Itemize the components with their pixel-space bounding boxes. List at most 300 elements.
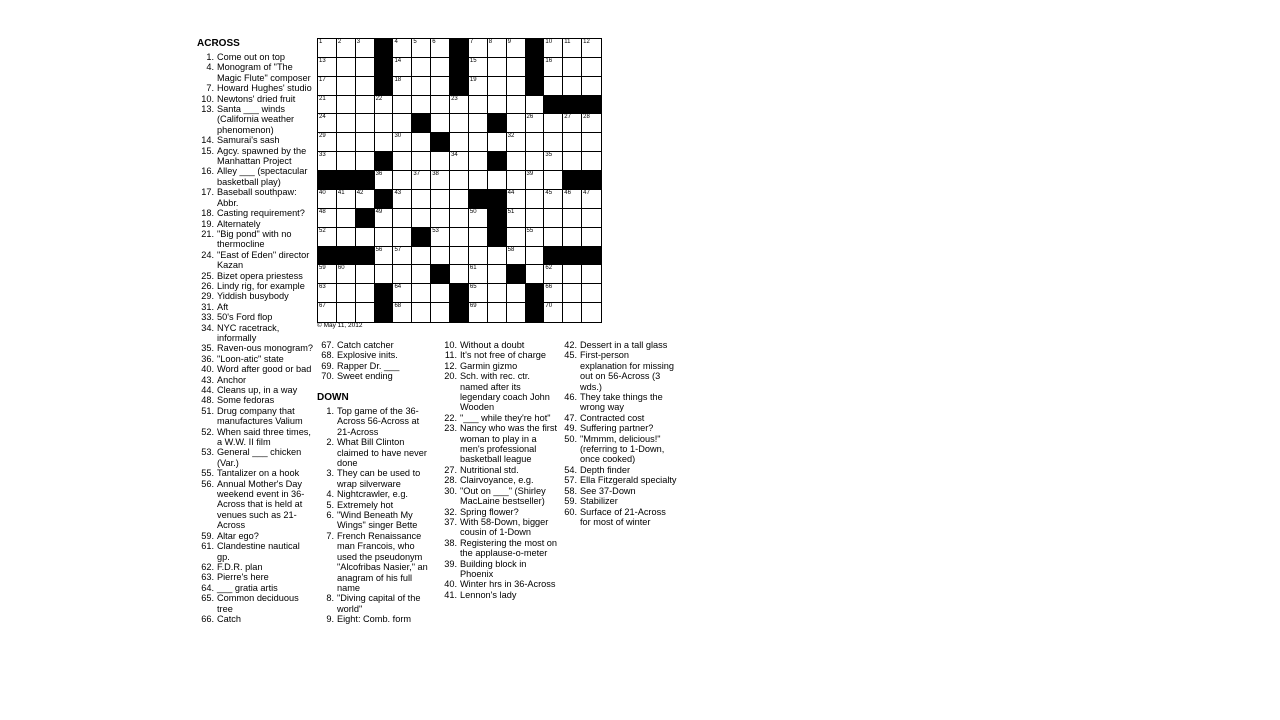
grid-cell[interactable] xyxy=(450,133,469,152)
grid-cell[interactable] xyxy=(488,77,507,96)
grid-cell[interactable] xyxy=(393,77,412,96)
clue-number: 52. xyxy=(201,426,214,437)
grid-cell[interactable] xyxy=(450,209,469,228)
cell-number: 11 xyxy=(564,39,571,45)
cell-number: 50 xyxy=(469,208,477,215)
clue-text: "Big pond" with no thermocline xyxy=(217,228,292,250)
grid-cell[interactable] xyxy=(563,303,582,322)
grid-cell[interactable] xyxy=(450,171,469,190)
clue-number: 59. xyxy=(201,530,214,541)
grid-cell[interactable] xyxy=(318,190,337,209)
grid-cell[interactable] xyxy=(356,77,375,96)
grid-cell[interactable] xyxy=(393,228,412,247)
cell-number: 59 xyxy=(319,265,326,272)
clue-text: "Mmmm, delicious!" (referring to 1-Down, once cooked) xyxy=(580,433,665,465)
clue-item xyxy=(560,496,678,506)
clue-text: Samurai's sash xyxy=(217,135,280,146)
grid-cell[interactable] xyxy=(412,190,431,209)
grid-cell[interactable] xyxy=(393,152,412,171)
grid-cell[interactable] xyxy=(375,114,394,133)
clue-number: 40. xyxy=(444,579,457,590)
grid-cell[interactable] xyxy=(375,265,394,284)
grid-cell[interactable] xyxy=(393,171,412,190)
clue-number: 57. xyxy=(564,475,577,486)
cell-number: 58 xyxy=(507,246,515,253)
grid-cell[interactable] xyxy=(393,209,412,228)
clue-text: Top game of the 36-Across 56-Across at 21-Across xyxy=(337,406,420,437)
clue-text: When said three times, a W.W. II film xyxy=(217,426,311,448)
grid-cell[interactable] xyxy=(431,190,450,209)
clue-number: 11. xyxy=(444,350,457,361)
grid-cell[interactable] xyxy=(488,247,507,266)
cell-number: 70 xyxy=(545,303,553,310)
clue-number: 63. xyxy=(201,572,214,583)
grid-cell[interactable] xyxy=(488,284,507,303)
grid-cell[interactable] xyxy=(507,133,526,152)
grid-cell[interactable] xyxy=(582,58,601,77)
grid-cell[interactable] xyxy=(318,152,337,171)
grid-cell[interactable] xyxy=(488,58,507,77)
clue-number: 43. xyxy=(201,374,214,385)
cell-number: 37 xyxy=(413,171,421,178)
grid-block xyxy=(450,303,469,322)
grid-cell[interactable] xyxy=(450,247,469,266)
grid-block xyxy=(544,96,563,115)
clue-item xyxy=(560,486,678,496)
grid-cell[interactable] xyxy=(488,265,507,284)
grid-cell[interactable] xyxy=(582,284,601,303)
grid-cell[interactable] xyxy=(526,190,545,209)
grid-cell[interactable] xyxy=(544,284,563,303)
grid-block xyxy=(431,133,450,152)
cell-number: 6 xyxy=(432,39,436,45)
grid-cell[interactable] xyxy=(469,228,488,247)
grid-cell[interactable] xyxy=(412,265,431,284)
grid-cell[interactable] xyxy=(393,133,412,152)
clue-item xyxy=(197,541,315,562)
clue-number: 62. xyxy=(201,561,214,572)
grid-cell[interactable] xyxy=(526,96,545,115)
cell-number: 10 xyxy=(545,39,553,45)
grid-block xyxy=(450,58,469,77)
clue-number: 21. xyxy=(201,228,214,239)
grid-cell[interactable] xyxy=(318,39,337,58)
grid-cell[interactable] xyxy=(582,228,601,247)
grid-cell[interactable] xyxy=(450,190,469,209)
grid-cell[interactable] xyxy=(582,190,601,209)
clue-number: 51. xyxy=(201,405,214,416)
grid-cell[interactable] xyxy=(450,114,469,133)
clue-text: Santa ___ winds (California weather phenomenon) xyxy=(217,104,295,135)
grid-cell[interactable] xyxy=(544,152,563,171)
cell-number: 22 xyxy=(375,95,383,102)
cell-number: 35 xyxy=(545,152,553,159)
grid-cell[interactable] xyxy=(544,190,563,209)
grid-cell[interactable] xyxy=(318,209,337,228)
grid-block xyxy=(337,247,356,266)
grid-cell[interactable] xyxy=(337,39,356,58)
clue-item xyxy=(197,323,315,344)
grid-cell[interactable] xyxy=(318,58,337,77)
grid-cell[interactable] xyxy=(582,303,601,322)
grid-cell[interactable] xyxy=(356,39,375,58)
grid-cell[interactable] xyxy=(431,77,450,96)
grid-cell[interactable] xyxy=(337,303,356,322)
grid-block xyxy=(318,171,337,190)
clue-item xyxy=(197,395,315,405)
grid-cell[interactable] xyxy=(469,247,488,266)
grid-cell[interactable] xyxy=(526,152,545,171)
clue-number: 69. xyxy=(321,360,334,371)
clue-number: 70. xyxy=(321,371,334,382)
grid-block xyxy=(488,190,507,209)
grid-cell[interactable] xyxy=(431,171,450,190)
grid-cell[interactable] xyxy=(412,284,431,303)
clue-text: It's not free of charge xyxy=(460,350,547,361)
cell-number: 63 xyxy=(319,284,326,291)
grid-cell[interactable] xyxy=(356,133,375,152)
clue-item xyxy=(317,510,435,531)
grid-cell[interactable] xyxy=(431,152,450,171)
clue-item xyxy=(317,437,435,468)
grid-cell[interactable] xyxy=(337,190,356,209)
grid-cell[interactable] xyxy=(431,96,450,115)
cell-number: 16 xyxy=(545,57,553,64)
grid-cell[interactable] xyxy=(544,114,563,133)
clue-item xyxy=(197,583,315,593)
grid-cell[interactable] xyxy=(563,77,582,96)
grid-cell[interactable] xyxy=(563,39,582,58)
grid-cell[interactable] xyxy=(431,284,450,303)
clue-item xyxy=(317,500,435,510)
grid-cell[interactable] xyxy=(450,152,469,171)
grid-cell[interactable] xyxy=(563,152,582,171)
clue-number: 47. xyxy=(564,412,577,423)
clue-text: "East of Eden" director Kazan xyxy=(217,249,310,271)
grid-block xyxy=(469,190,488,209)
clue-number: 38. xyxy=(444,537,457,548)
grid-cell[interactable] xyxy=(356,96,375,115)
grid-cell[interactable] xyxy=(375,171,394,190)
grid-cell[interactable] xyxy=(507,228,526,247)
grid-cell[interactable] xyxy=(356,228,375,247)
clue-text: French Renaissance man Francois, who used the pseudonym "Alcofribas Nasier," an anagram of his full name xyxy=(337,530,428,593)
clue-text: Yiddish busybody xyxy=(217,291,289,302)
grid-cell[interactable] xyxy=(563,284,582,303)
cell-number: 56 xyxy=(375,246,383,253)
grid-cell[interactable] xyxy=(318,77,337,96)
clue-text: Some fedoras xyxy=(217,395,275,406)
grid-cell[interactable] xyxy=(544,171,563,190)
grid-cell[interactable] xyxy=(356,190,375,209)
grid-cell[interactable] xyxy=(393,247,412,266)
grid-cell[interactable] xyxy=(563,190,582,209)
grid-cell[interactable] xyxy=(318,133,337,152)
grid-cell[interactable] xyxy=(582,265,601,284)
grid-cell[interactable] xyxy=(469,209,488,228)
grid-cell[interactable] xyxy=(563,209,582,228)
clue-text: "Out on ___" (Shirley MacLaine bestseller) xyxy=(460,485,546,507)
grid-cell[interactable] xyxy=(469,114,488,133)
grid-cell[interactable] xyxy=(526,171,545,190)
grid-cell[interactable] xyxy=(318,114,337,133)
clue-number: 40. xyxy=(201,364,214,375)
grid-cell[interactable] xyxy=(393,39,412,58)
grid-cell[interactable] xyxy=(488,171,507,190)
grid-cell[interactable] xyxy=(337,265,356,284)
grid-block xyxy=(431,265,450,284)
grid-cell[interactable] xyxy=(582,77,601,96)
copyright-date: © May 11, 2012 xyxy=(317,322,363,329)
grid-cell[interactable] xyxy=(412,77,431,96)
grid-cell[interactable] xyxy=(337,228,356,247)
grid-cell[interactable] xyxy=(469,39,488,58)
grid-cell[interactable] xyxy=(431,114,450,133)
grid-cell[interactable] xyxy=(582,39,601,58)
grid-cell[interactable] xyxy=(526,228,545,247)
grid-cell[interactable] xyxy=(488,133,507,152)
grid-cell[interactable] xyxy=(393,58,412,77)
clue-number: 55. xyxy=(201,468,214,479)
grid-cell[interactable] xyxy=(582,133,601,152)
grid-block xyxy=(582,96,601,115)
cell-number: 34 xyxy=(451,152,458,159)
grid-cell[interactable] xyxy=(488,96,507,115)
grid-cell[interactable] xyxy=(469,284,488,303)
grid-cell[interactable] xyxy=(356,152,375,171)
grid-cell[interactable] xyxy=(431,247,450,266)
grid-cell[interactable] xyxy=(412,133,431,152)
grid-cell[interactable] xyxy=(337,114,356,133)
clue-text: General ___ chicken (Var.) xyxy=(217,447,302,468)
cell-number: 2 xyxy=(337,39,342,45)
grid-cell[interactable] xyxy=(544,77,563,96)
grid-cell[interactable] xyxy=(412,96,431,115)
clue-text: Lindy rig, for example xyxy=(217,280,305,291)
clue-text: Clairvoyance, e.g. xyxy=(460,475,534,486)
grid-block xyxy=(507,265,526,284)
grid-cell[interactable] xyxy=(337,284,356,303)
clue-number: 56. xyxy=(201,478,214,489)
grid-cell[interactable] xyxy=(375,247,394,266)
grid-cell[interactable] xyxy=(563,58,582,77)
grid-cell[interactable] xyxy=(318,303,337,322)
grid-cell[interactable] xyxy=(507,114,526,133)
grid-cell[interactable] xyxy=(450,96,469,115)
grid-cell[interactable] xyxy=(375,96,394,115)
grid-cell[interactable] xyxy=(582,114,601,133)
clue-item xyxy=(197,208,315,218)
grid-cell[interactable] xyxy=(431,209,450,228)
grid-block xyxy=(544,247,563,266)
down-clues-column-3 xyxy=(560,340,678,527)
grid-cell[interactable] xyxy=(488,39,507,58)
clue-number: 23. xyxy=(444,423,457,434)
grid-cell[interactable] xyxy=(393,96,412,115)
cell-number: 5 xyxy=(413,39,417,45)
grid-cell[interactable] xyxy=(412,209,431,228)
grid-cell[interactable] xyxy=(318,265,337,284)
grid-cell[interactable] xyxy=(356,265,375,284)
clue-number: 64. xyxy=(201,582,214,593)
grid-cell[interactable] xyxy=(431,228,450,247)
clue-text: Anchor xyxy=(217,374,247,385)
grid-cell[interactable] xyxy=(563,114,582,133)
grid-cell[interactable] xyxy=(526,247,545,266)
grid-cell[interactable] xyxy=(450,265,469,284)
grid-cell[interactable] xyxy=(337,152,356,171)
grid-cell[interactable] xyxy=(544,133,563,152)
clue-number: 4. xyxy=(206,62,214,73)
grid-cell[interactable] xyxy=(393,265,412,284)
grid-cell[interactable] xyxy=(469,265,488,284)
cell-number: 30 xyxy=(394,133,402,140)
grid-block xyxy=(375,58,394,77)
grid-cell[interactable] xyxy=(318,96,337,115)
grid-block xyxy=(526,77,545,96)
grid-cell[interactable] xyxy=(563,228,582,247)
cell-number: 55 xyxy=(526,227,534,234)
grid-block xyxy=(488,209,507,228)
clue-number: 41. xyxy=(444,589,457,600)
grid-cell[interactable] xyxy=(469,171,488,190)
grid-cell[interactable] xyxy=(356,284,375,303)
cell-number: 39 xyxy=(526,171,534,178)
grid-cell[interactable] xyxy=(582,152,601,171)
clue-item xyxy=(560,507,678,528)
grid-cell[interactable] xyxy=(507,209,526,228)
grid-cell[interactable] xyxy=(544,58,563,77)
grid-cell[interactable] xyxy=(507,303,526,322)
grid-cell[interactable] xyxy=(393,190,412,209)
across-clues-column xyxy=(197,38,315,624)
clue-text: Casting requirement? xyxy=(217,208,305,219)
cell-number: 52 xyxy=(319,227,326,234)
grid-cell[interactable] xyxy=(507,152,526,171)
grid-cell[interactable] xyxy=(356,114,375,133)
grid-cell[interactable] xyxy=(507,247,526,266)
grid-cell[interactable] xyxy=(337,96,356,115)
grid-cell[interactable] xyxy=(318,228,337,247)
grid-cell[interactable] xyxy=(431,39,450,58)
clue-text: "Diving capital of the world" xyxy=(337,593,421,614)
clue-number: 68. xyxy=(321,350,334,361)
grid-cell[interactable] xyxy=(375,209,394,228)
grid-cell[interactable] xyxy=(375,133,394,152)
grid-cell[interactable] xyxy=(469,58,488,77)
grid-cell[interactable] xyxy=(356,303,375,322)
cell-number: 18 xyxy=(394,76,402,83)
grid-cell[interactable] xyxy=(507,77,526,96)
grid-cell[interactable] xyxy=(526,114,545,133)
clue-number: 10. xyxy=(201,93,214,104)
clue-item xyxy=(560,340,678,350)
grid-cell[interactable] xyxy=(526,209,545,228)
cell-number: 29 xyxy=(319,133,326,140)
grid-cell[interactable] xyxy=(544,228,563,247)
grid-cell[interactable] xyxy=(337,209,356,228)
grid-cell[interactable] xyxy=(469,77,488,96)
clue-item xyxy=(197,271,315,281)
grid-cell[interactable] xyxy=(526,265,545,284)
crossword-grid xyxy=(317,38,602,323)
grid-cell[interactable] xyxy=(412,171,431,190)
grid-cell[interactable] xyxy=(337,58,356,77)
grid-cell[interactable] xyxy=(393,284,412,303)
grid-cell[interactable] xyxy=(412,39,431,58)
clue-number: 28. xyxy=(444,475,457,486)
clue-item xyxy=(560,413,678,423)
grid-cell[interactable] xyxy=(450,228,469,247)
grid-cell[interactable] xyxy=(469,133,488,152)
cell-number: 67 xyxy=(319,303,326,310)
grid-cell[interactable] xyxy=(563,133,582,152)
grid-cell[interactable] xyxy=(337,77,356,96)
grid-cell[interactable] xyxy=(582,209,601,228)
grid-cell[interactable] xyxy=(431,58,450,77)
grid-cell[interactable] xyxy=(412,58,431,77)
grid-cell[interactable] xyxy=(507,190,526,209)
cell-number: 60 xyxy=(337,265,345,272)
clue-item xyxy=(560,465,678,475)
grid-cell[interactable] xyxy=(544,209,563,228)
grid-cell[interactable] xyxy=(393,114,412,133)
grid-cell[interactable] xyxy=(469,152,488,171)
clue-number: 65. xyxy=(201,593,214,604)
grid-cell[interactable] xyxy=(544,39,563,58)
grid-cell[interactable] xyxy=(507,171,526,190)
grid-cell[interactable] xyxy=(412,247,431,266)
grid-cell[interactable] xyxy=(337,133,356,152)
grid-cell[interactable] xyxy=(393,303,412,322)
clue-number: 26. xyxy=(201,280,214,291)
grid-cell[interactable] xyxy=(488,303,507,322)
grid-cell[interactable] xyxy=(375,228,394,247)
clue-number: 14. xyxy=(201,135,214,146)
grid-cell[interactable] xyxy=(544,303,563,322)
grid-cell[interactable] xyxy=(469,303,488,322)
grid-block xyxy=(526,303,545,322)
cell-number: 49 xyxy=(375,208,383,215)
grid-cell[interactable] xyxy=(318,284,337,303)
grid-cell[interactable] xyxy=(412,152,431,171)
grid-cell[interactable] xyxy=(507,58,526,77)
grid-cell[interactable] xyxy=(356,58,375,77)
grid-cell[interactable] xyxy=(412,303,431,322)
grid-cell[interactable] xyxy=(507,96,526,115)
clue-number: 27. xyxy=(444,464,457,475)
clue-text: Catch catcher xyxy=(337,340,394,350)
across-clues-column-continued xyxy=(317,340,435,382)
clue-item xyxy=(317,531,435,593)
cell-number: 27 xyxy=(564,114,571,121)
cell-number: 51 xyxy=(507,208,515,215)
grid-block xyxy=(356,171,375,190)
grid-cell[interactable] xyxy=(507,284,526,303)
grid-cell[interactable] xyxy=(563,265,582,284)
grid-cell[interactable] xyxy=(469,96,488,115)
clue-number: 29. xyxy=(201,291,214,302)
clue-item xyxy=(197,291,315,301)
grid-cell[interactable] xyxy=(526,133,545,152)
clue-text: With 58-Down, bigger cousin of 1-Down xyxy=(460,516,549,538)
grid-cell[interactable] xyxy=(544,265,563,284)
grid-block xyxy=(582,171,601,190)
cell-number: 53 xyxy=(432,227,439,234)
grid-cell[interactable] xyxy=(507,39,526,58)
clue-text: See 37-Down xyxy=(580,485,636,496)
grid-cell[interactable] xyxy=(431,303,450,322)
